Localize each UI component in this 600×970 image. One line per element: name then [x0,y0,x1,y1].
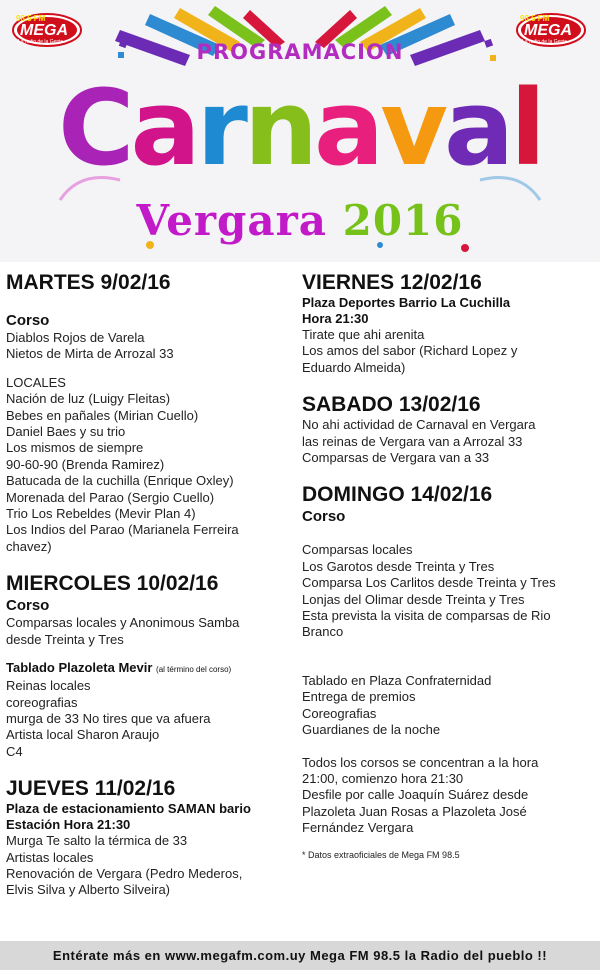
list-item: chavez) [6,538,52,554]
list-item: Guardianes de la noche [302,722,441,738]
title-letter: a [314,67,381,189]
note-line: 21:00, comienzo hora 21:30 [302,770,464,786]
corso-subheading: Corso [302,508,346,526]
list-item: Batucada de la cuchilla (Enrique Oxley) [6,473,234,489]
note-line: Todos los corsos se concentran a la hora [302,754,539,770]
list-item: Los Garotos desde Treinta y Tres [302,558,495,574]
carnaval-title [0,67,600,189]
list-item: las reinas de Vergara van a Arrozal 33 [302,433,523,449]
list-item: Comparsa Los Carlitos desde Treinta y Tres [302,575,556,591]
locales-subheading: LOCALES [6,374,66,390]
list-item: Murga Te salto la térmica de 33 [6,833,188,849]
list-item: Nación de luz (Luigy Fleitas) [6,391,171,407]
list-item: Trio Los Rebeldes (Mevir Plan 4) [6,506,196,522]
logo-slogan: La radio de la Gente [18,39,64,45]
list-item: Tirate que ahi arenita [302,327,425,342]
day-heading-domingo: DOMINGO 14/02/16 [302,483,493,507]
list-item: Bebes en pañales (Mirian Cuello) [6,407,199,423]
logo-brand: MEGA [20,22,68,39]
day-heading-jueves: JUEVES 11/02/16 [6,777,176,801]
logo-brand: MEGA [524,22,572,39]
footer-banner [0,941,600,970]
list-item: Artista local Sharon Araujo [6,727,160,743]
title-letter: r [196,67,244,189]
day-heading-viernes: VIERNES 12/02/16 [302,271,482,294]
list-item: 90-60-90 (Brenda Ramirez) [6,456,165,472]
list-item: No ahi actividad de Carnaval en Vergara [302,417,536,433]
title-letter: C [58,67,131,189]
list-item: Los Indios del Parao (Marianela Ferreira [6,522,239,538]
tablado-note: (al término del corso) [156,665,232,675]
list-item: Branco [302,624,344,640]
list-item: Eduardo Almeida) [302,359,406,375]
list-item: Lonjas del Olimar desde Treinta y Tres [302,591,525,607]
list-item: Daniel Baes y su trio [6,424,126,440]
right-column [302,270,594,861]
disclaimer: * Datos extraoficiales de Mega FM 98.5 [302,849,460,860]
title-letter: n [243,67,315,189]
title-letter: a [130,67,197,189]
list-item: Entrega de premios [302,689,416,705]
list-item: Tablado en Plaza Confraternidad [302,672,492,688]
list-item: Coreografias [302,705,377,721]
list-item: Reinas locales [6,678,91,694]
list-item: Elvis Silva y Alberto Silveira) [6,882,170,898]
corso-subheading: Corso [6,597,50,615]
note-line: Desfile por calle Joaquín Suárez desde [302,787,529,803]
tablado-title: Tablado Plazoleta Mevir [6,660,153,676]
vergara-subtitle [0,196,600,245]
programacion-heading: PROGRAMACION [196,40,404,64]
list-item: Los amos del sabor (Richard Lopez y [302,343,518,359]
note-line: Fernández Vergara [302,820,414,836]
title-letter: v [380,67,444,189]
list-item: desde Treinta y Tres [6,631,124,647]
logo-frequency: 98.5 FM [16,14,46,23]
corso-subheading: Corso [6,312,50,329]
place-line: Estación Hora 21:30 [6,817,131,833]
title-letter: a [444,67,511,189]
list-item: Los mismos de siempre [6,440,144,456]
logo-slogan: La radio de la Gente [522,39,568,45]
list-item: coreografias [6,694,78,710]
list-item: Artistas locales [6,849,94,865]
subtitle-city: Vergara [136,196,327,245]
logo-frequency: 98.5 FM [520,14,550,23]
list-item: Diablos Rojos de Varela [6,330,145,345]
place-line: Plaza Deportes Barrio La Cuchilla [302,295,511,310]
list-item: Renovación de Vergara (Pedro Mederos, [6,865,243,881]
list-item: Comparsas de Vergara van a 33 [302,450,490,466]
list-item: Morenada del Parao (Sergio Cuello) [6,489,215,505]
day-heading-sabado: SABADO 13/02/16 [302,393,481,417]
list-item: Comparsas locales [302,542,413,558]
footer-text: Entérate más en www.megafm.com.uy Mega FM 98.5 la Radio del pueblo !! [52,948,548,963]
place-line: Hora 21:30 [302,311,369,326]
day-heading-miercoles: MIERCOLES 10/02/16 [6,572,219,596]
list-item: C4 [6,743,23,759]
note-line: Plazoleta Juan Rosas a Plazoleta José [302,803,527,819]
title-letter: l [510,67,542,189]
header-banner [0,0,600,262]
list-item: Nietos de Mirta de Arrozal 33 [6,346,174,362]
left-column [6,270,296,899]
list-item: Comparsas locales y Anonimous Samba [6,615,240,631]
tablado-subheading [6,660,296,678]
list-item: Esta prevista la visita de comparsas de Rio [302,608,551,624]
place-line: Plaza de estacionamiento SAMAN bario [6,801,251,817]
day-heading-martes: MARTES 9/02/16 [6,271,171,294]
list-item: murga de 33 No tires que va afuera [6,710,211,726]
subtitle-year: 2016 [342,196,464,245]
